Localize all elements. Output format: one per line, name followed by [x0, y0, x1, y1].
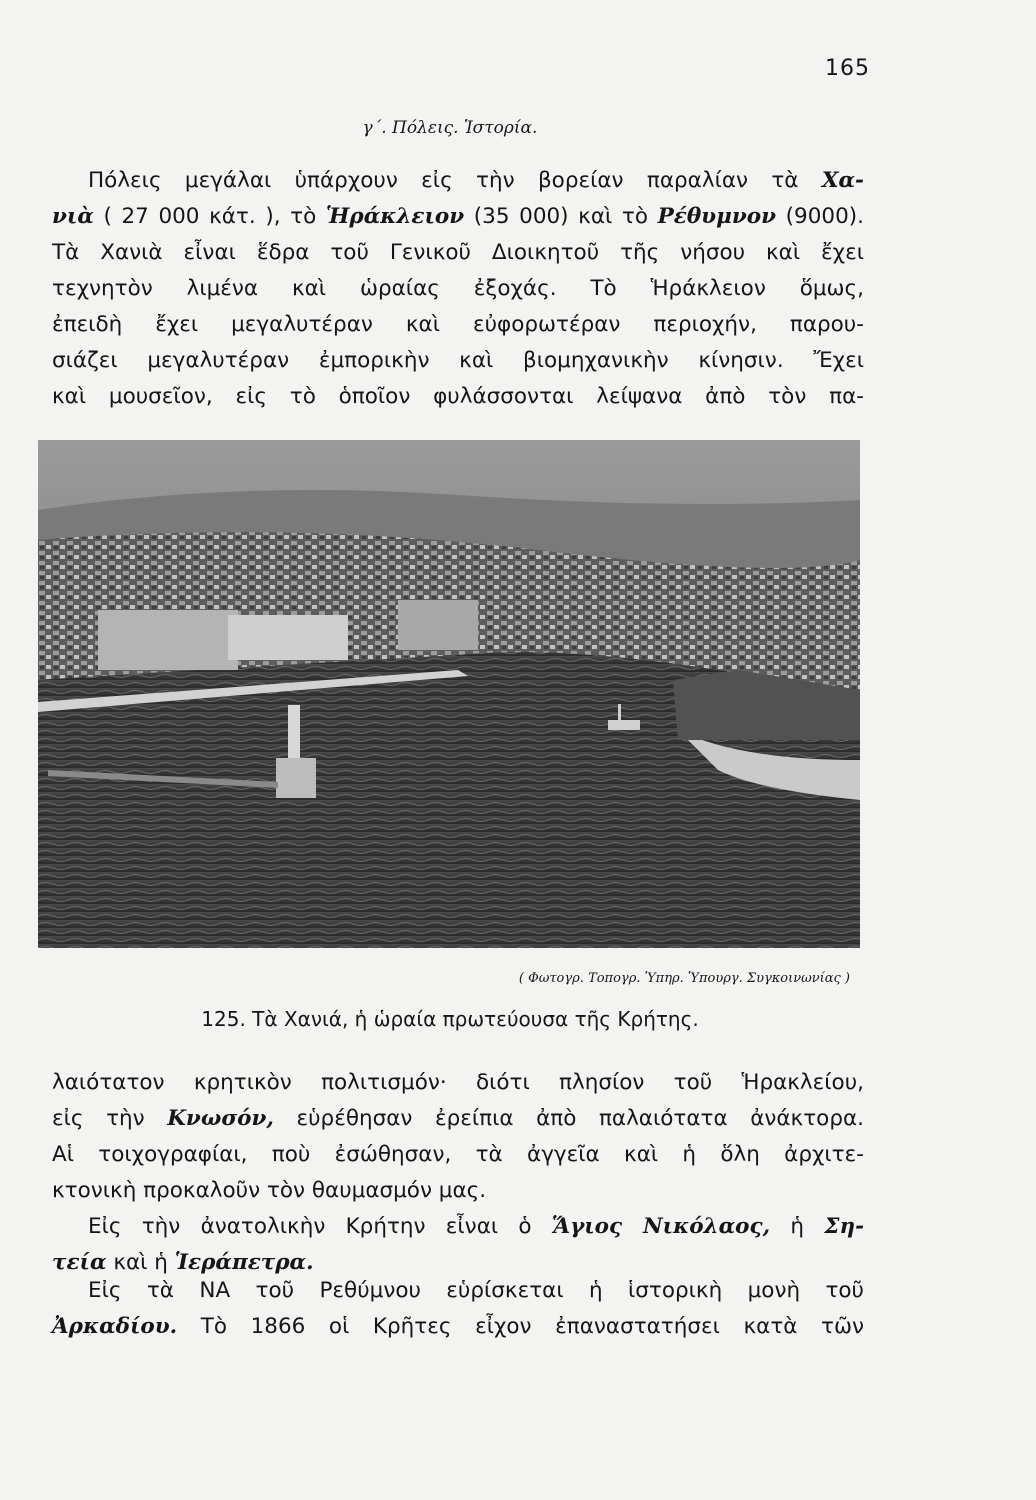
text-line: Πόλεις μεγάλαι ὑπάρχουν εἰς τὴν βορείαν παραλίαν τὰ Χα-	[88, 168, 864, 193]
text-line: Εἰς τὴν ἀνατολικὴν Κρήτην εἶναι ὁ Ἅγιος Νικόλαος, ἡ Ση-	[88, 1214, 865, 1239]
text-line: λαιότατον κρητικὸν πολιτισμόν· διότι πλησίον τοῦ Ἡρακλείου,	[52, 1070, 864, 1095]
text-line: εἰς τὴν Κνωσόν, εὑρέθησαν ἐρείπια ἀπὸ παλαιότατα ἀνάκτορα.	[52, 1106, 864, 1131]
section-heading: γ΄. Πόλεις. Ἱστορία.	[362, 118, 538, 138]
page-number: 165	[825, 56, 870, 81]
paragraph-east-crete	[52, 1209, 864, 1281]
text-line: σιάζει μεγαλυτέραν ἐμπορικὴν καὶ βιομηχανικὴν κίνησιν. Ἔχει	[52, 348, 864, 373]
paragraph-arkadi	[52, 1273, 864, 1345]
text-line: τεχνητὸν λιμένα καὶ ὡραίας ἐξοχάς. Τὸ Ἡράκλειον ὅμως,	[52, 276, 864, 301]
paragraph-knossos	[52, 1065, 864, 1209]
paragraph-cities	[52, 163, 864, 415]
text-line: κτονικὴ προκαλοῦν τὸν θαυμασμόν μας.	[52, 1178, 487, 1203]
photo-credit: ( Φωτογρ. Τοπογρ. Ὑπηρ. Ὑπουργ. Συγκοινωνίας )	[518, 971, 850, 986]
text-line: νιὰ ( 27 000 κάτ. ), τὸ Ἡράκλειον (35 000) καὶ τὸ Ρέθυμνον (9000).	[52, 204, 864, 229]
text-line: τεία καὶ ἡ Ἱεράπετρα.	[52, 1250, 314, 1275]
text-line: καὶ μουσεῖον, εἰς τὸ ὁποῖον φυλάσσονται λείψανα ἀπὸ τὸν πα-	[52, 384, 864, 409]
harbor-photo	[38, 440, 860, 948]
text-line: ἐπειδὴ ἔχει μεγαλυτέραν καὶ εὐφορωτέραν περιοχήν, παρου-	[52, 312, 864, 337]
text-line: Αἱ τοιχογραφίαι, ποὺ ἐσώθησαν, τὰ ἀγγεῖα καὶ ἡ ὅλη ἀρχιτε-	[52, 1142, 864, 1167]
text-line: Εἰς τὰ ΝΑ τοῦ Ρεθύμνου εὑρίσκεται ἡ ἱστορικὴ μονὴ τοῦ	[88, 1278, 864, 1303]
text-line: Ἀρκαδίου. Τὸ 1866 οἱ Κρῆτες εἶχον ἐπαναστατήσει κατὰ τῶν	[52, 1314, 864, 1339]
text-line: Τὰ Χανιὰ εἶναι ἕδρα τοῦ Γενικοῦ Διοικητοῦ τῆς νήσου καὶ ἔχει	[52, 240, 864, 265]
figure-caption: 125. Τὰ Χανιά, ἡ ὡραία πρωτεύουσα τῆς Κρήτης.	[201, 1007, 699, 1031]
